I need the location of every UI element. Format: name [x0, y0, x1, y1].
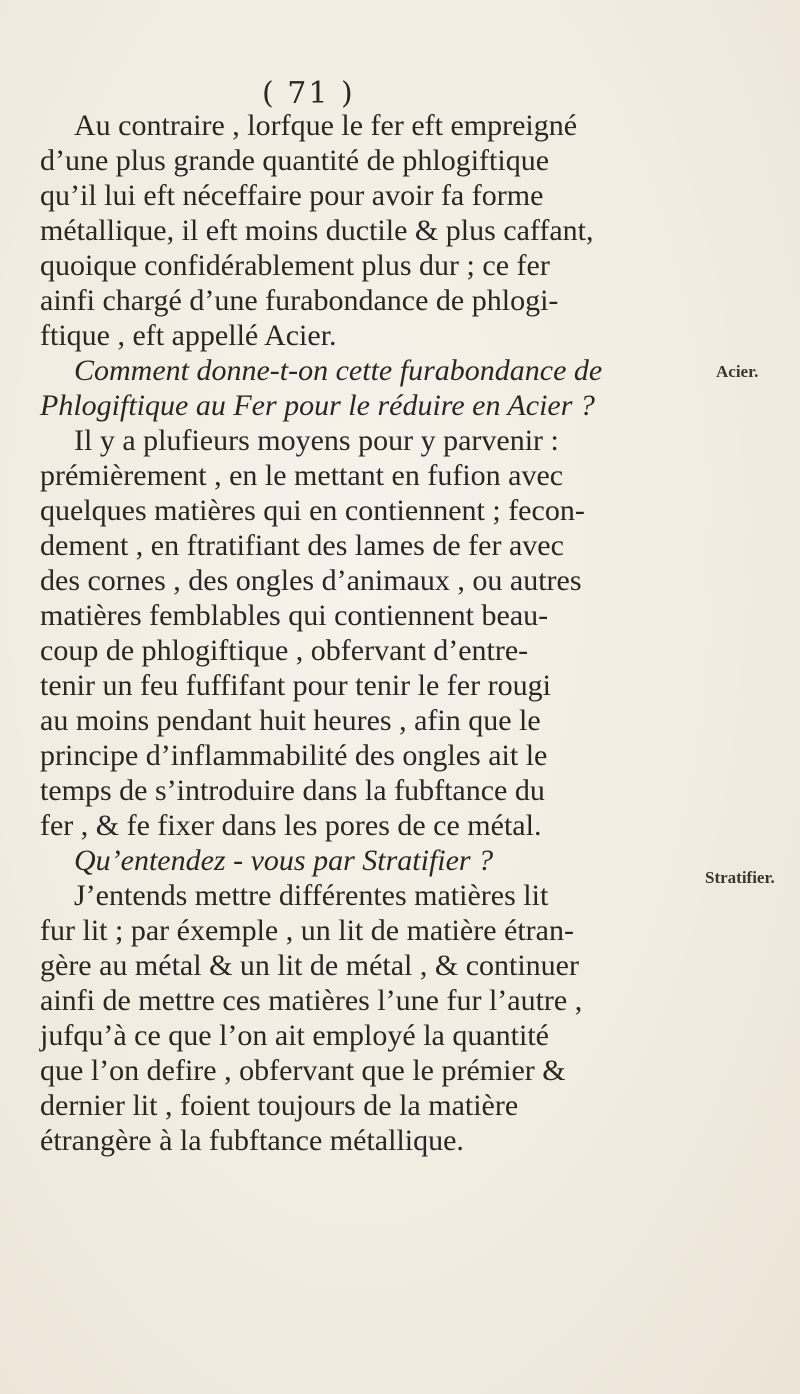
text-line: ftique , eft appellé Acier.	[40, 319, 337, 352]
text-line: Au contraire , lorfque le fer eft empreigné	[74, 109, 578, 142]
margin-note-acier: Acier.	[716, 362, 759, 381]
text-line: dement , en ftratifiant des lames de fer avec	[40, 529, 564, 562]
text-line: tenir un feu fuffifant pour tenir le fer rougi	[40, 669, 551, 702]
paragraph-moyens	[40, 423, 660, 843]
question-stratifier	[40, 843, 660, 878]
text-line: temps de s’introduire dans la fubftance du	[40, 774, 545, 807]
text-line: matières femblables qui contiennent beau-	[40, 599, 549, 632]
text-line: quelques matières qui en contiennent ; fecon-	[40, 494, 585, 527]
text-line: dernier lit , foient toujours de la matière	[40, 1089, 519, 1122]
text-line: ainfi chargé d’une furabondance de phlogi-	[40, 284, 559, 317]
text-line: Il y a plufieurs moyens pour y parvenir :	[74, 424, 559, 457]
question-surabondance	[40, 353, 660, 423]
text-line: qu’il lui eft néceffaire pour avoir fa forme	[40, 179, 544, 212]
text-line: fur lit ; par éxemple , un lit de matière étran-	[40, 914, 574, 947]
text-line: principe d’inflammabilité des ongles ait le	[40, 739, 548, 772]
margin-note-stratifier: Stratifier.	[705, 868, 775, 887]
text-line: quoique confidérablement plus dur ; ce fer	[40, 249, 550, 282]
paragraph-acier-definition	[40, 108, 660, 353]
text-line: étrangère à la fubftance métallique.	[40, 1124, 464, 1157]
text-line: des cornes , des ongles d’animaux , ou autres	[40, 564, 582, 597]
text-line: ainfi de mettre ces matières l’une fur l’autre ,	[40, 984, 583, 1017]
text-line: gère au métal & un lit de métal , & continuer	[40, 949, 579, 982]
body-text	[40, 108, 660, 1158]
text-line: J’entends mettre différentes matières lit	[74, 879, 549, 912]
question-line: Comment donne-t-on cette furabondance de	[74, 354, 603, 387]
paragraph-stratifier-answer	[40, 878, 660, 1158]
question-line: Qu’entendez - vous par Stratifier ?	[74, 844, 494, 877]
text-line: que l’on defire , obfervant que le prémier &	[40, 1054, 566, 1087]
text-line: prémièrement , en le mettant en fufion avec	[40, 459, 564, 492]
text-line: d’une plus grande quantité de phlogiftique	[40, 144, 550, 177]
text-line: fer , & fe fixer dans les pores de ce métal.	[40, 809, 542, 842]
text-line: métallique, il eft moins ductile & plus caffant,	[40, 214, 594, 247]
page-number: ( 71 )	[262, 76, 355, 111]
question-line: Phlogiftique au Fer pour le réduire en Acier ?	[40, 389, 595, 422]
text-line: jufqu’à ce que l’on ait employé la quantité	[40, 1019, 549, 1052]
text-line: au moins pendant huit heures , afin que le	[40, 704, 541, 737]
text-line: coup de phlogiftique , obfervant d’entre-	[40, 634, 529, 667]
